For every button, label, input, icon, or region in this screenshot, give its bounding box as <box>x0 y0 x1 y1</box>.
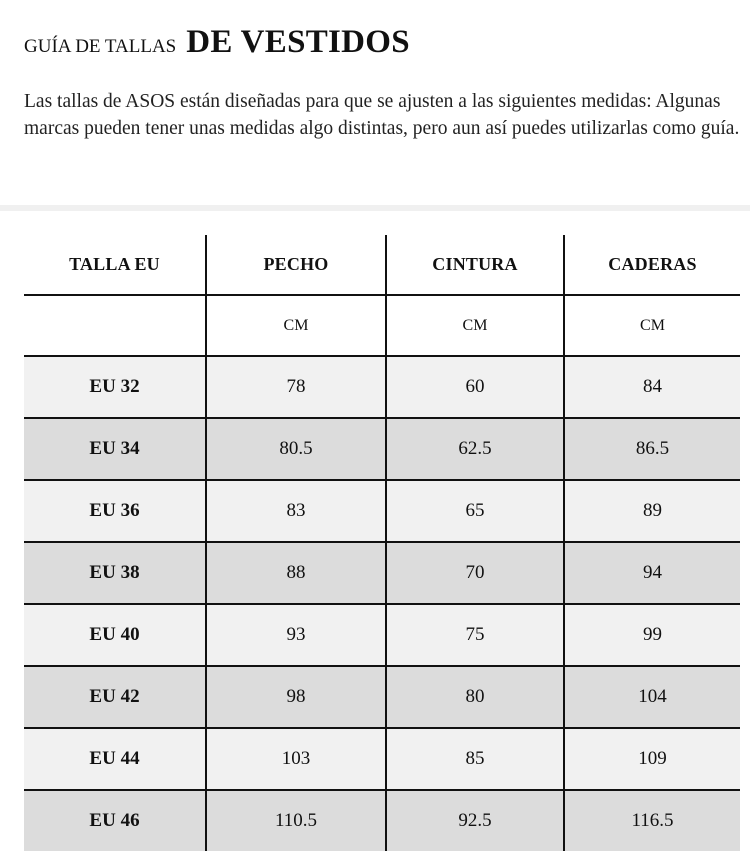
intro-paragraph: Las tallas de ASOS están diseñadas para que se ajusten a las siguientes medidas: Algunas marcas pueden tener unas medidas algo distintas, pero aun así puedes utilizarlas como guía. <box>24 91 740 139</box>
table-row <box>24 357 740 419</box>
pecho-cell: 88 <box>205 543 385 603</box>
cintura-cell: 75 <box>385 605 563 665</box>
unit-cell: CM <box>205 296 385 355</box>
size-cell: EU 46 <box>89 810 140 831</box>
table-row <box>24 667 740 729</box>
size-cell: EU 40 <box>89 624 140 645</box>
size-cell: EU 38 <box>89 562 140 583</box>
table-row <box>24 729 740 791</box>
table-row <box>24 605 740 667</box>
page-title <box>24 24 410 61</box>
column-header-cintura: CINTURA <box>385 235 563 294</box>
unit-cell: CM <box>385 296 563 355</box>
title-main: DE VESTIDOS <box>186 24 410 60</box>
pecho-cell: 78 <box>205 357 385 417</box>
cintura-cell: 65 <box>385 481 563 541</box>
column-header-caderas: CADERAS <box>563 235 740 294</box>
table-units-row <box>24 296 740 357</box>
table-row <box>24 419 740 481</box>
pecho-cell: 80.5 <box>205 419 385 479</box>
title-prefix: GUÍA DE TALLAS <box>24 36 177 57</box>
cintura-cell: 70 <box>385 543 563 603</box>
size-cell: EU 34 <box>89 438 140 459</box>
pecho-cell: 103 <box>205 729 385 789</box>
caderas-cell: 86.5 <box>563 419 740 479</box>
size-cell: EU 36 <box>89 500 140 521</box>
caderas-cell: 94 <box>563 543 740 603</box>
table-row <box>24 791 740 851</box>
unit-cell: CM <box>563 296 740 355</box>
cintura-cell: 85 <box>385 729 563 789</box>
size-cell: EU 44 <box>89 748 140 769</box>
caderas-cell: 84 <box>563 357 740 417</box>
size-cell: EU 32 <box>89 376 140 397</box>
pecho-cell: 93 <box>205 605 385 665</box>
unit-cell <box>24 296 205 355</box>
pecho-cell: 98 <box>205 667 385 727</box>
cintura-cell: 62.5 <box>385 419 563 479</box>
pecho-cell: 110.5 <box>205 791 385 851</box>
caderas-cell: 109 <box>563 729 740 789</box>
size-table <box>24 235 740 851</box>
caderas-cell: 99 <box>563 605 740 665</box>
table-row <box>24 543 740 605</box>
table-row <box>24 481 740 543</box>
size-cell: EU 42 <box>89 686 140 707</box>
table-header-row <box>24 235 740 296</box>
pecho-cell: 83 <box>205 481 385 541</box>
caderas-cell: 116.5 <box>563 791 740 851</box>
cintura-cell: 80 <box>385 667 563 727</box>
caderas-cell: 104 <box>563 667 740 727</box>
cintura-cell: 92.5 <box>385 791 563 851</box>
caderas-cell: 89 <box>563 481 740 541</box>
separator-band <box>0 205 750 211</box>
cintura-cell: 60 <box>385 357 563 417</box>
column-header-talla: TALLA EU <box>69 254 160 274</box>
column-header-pecho: PECHO <box>205 235 385 294</box>
